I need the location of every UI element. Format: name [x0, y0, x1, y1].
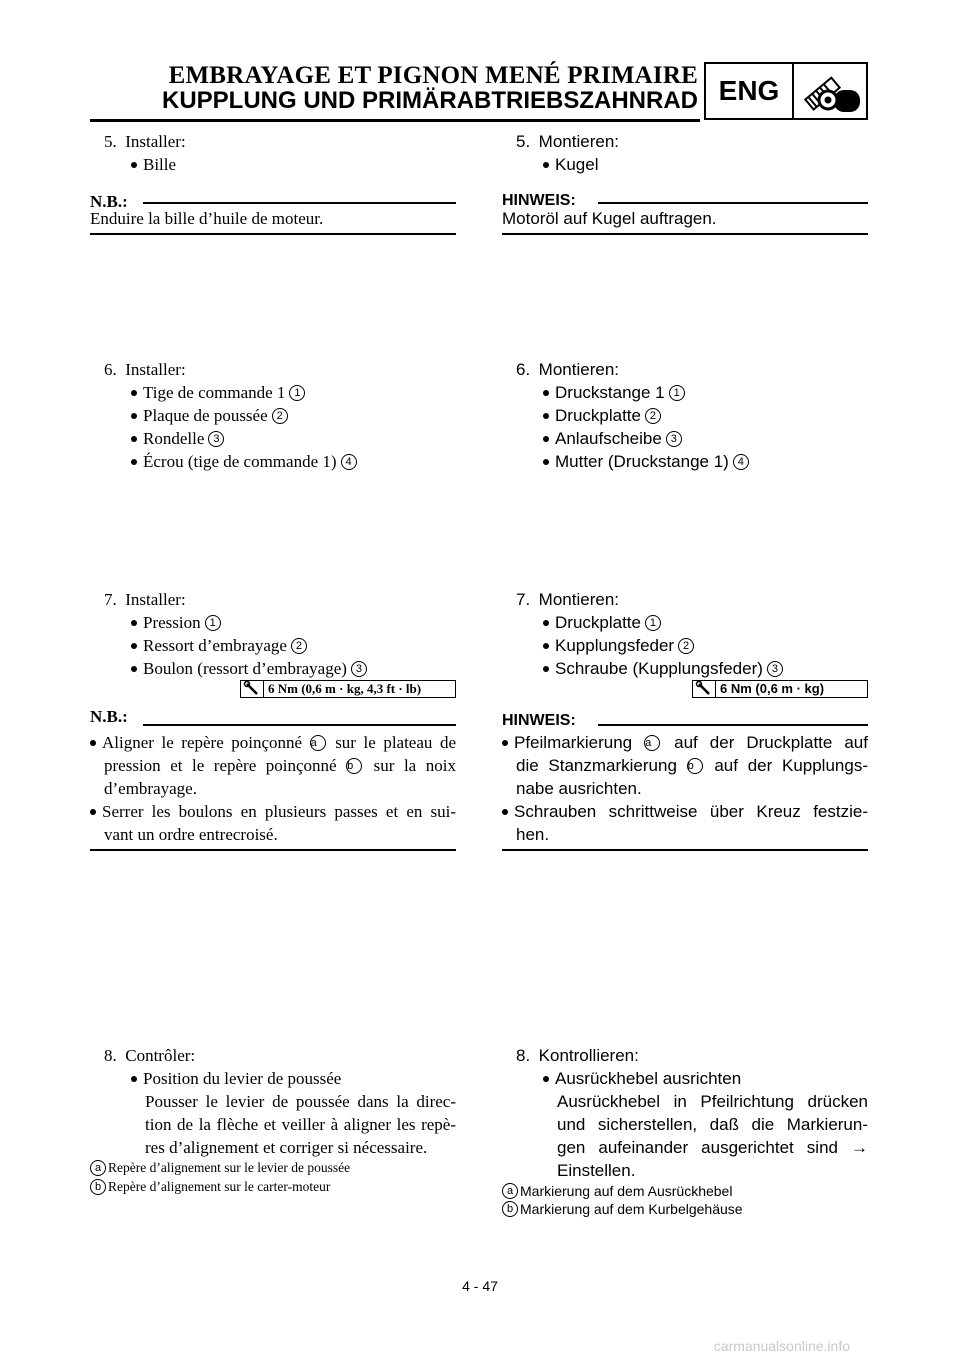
de-note1-text: Motoröl auf Kugel auftragen. [502, 209, 717, 228]
de-note1-rule [598, 202, 868, 204]
de-note2-label: HINWEIS: [502, 712, 576, 729]
de-step5-title: 5. Montieren: [516, 132, 619, 151]
de-step6-item-2: Druckplatte 2 [543, 404, 661, 427]
fr-torque-value: 6 Nm (0,6 m · kg, 4,3 ft · lb) [268, 681, 422, 696]
de-note1-label: HINWEIS: [502, 192, 576, 209]
fr-note1-rule [143, 202, 456, 204]
de-step7-item-2: Kupplungsfeder 2 [543, 634, 694, 657]
de-step8-line4: Einstellen. [557, 1161, 636, 1180]
header-rule [90, 119, 700, 122]
section-tab [704, 62, 868, 120]
fr-note2-rule [143, 724, 456, 726]
fr-step6-item-1: Tige de commande 1 1 [131, 381, 305, 404]
de-note2-bullet1-line3: nabe ausrichten. [516, 779, 642, 798]
de-step8-line3: gen aufeinander ausgerichtet sind → [557, 1138, 868, 1157]
fr-legend-a: a Repère d’alignement sur le levier de poussée [90, 1159, 350, 1177]
wrench-icon [693, 681, 716, 697]
fr-note2-bullet1-line1: Aligner le repère poinçonné a sur le plateau de [90, 731, 456, 754]
fr-note2-end-rule [90, 849, 456, 851]
de-step6-title: 6. Montieren: [516, 360, 619, 379]
section-tab-label: ENG [706, 64, 794, 118]
de-step8-line1: Ausrückhebel in Pfeilrichtung drücken [557, 1092, 868, 1111]
fr-note2-bullet1-line2: pression et le repère poinçonné b sur la noix [104, 756, 456, 775]
fr-step8-item: Position du levier de poussée [131, 1067, 341, 1090]
fr-step5-title: 5. Installer: [104, 132, 186, 151]
de-torque-value: 6 Nm (0,6 m · kg) [720, 681, 825, 696]
de-note2-bullet2-line2: hen. [516, 825, 550, 844]
fr-step7-item-3: Boulon (ressort d’embrayage) 3 [131, 657, 367, 680]
de-note2-bullet1-line1: Pfeilmarkierung a auf der Druckplatte auf [502, 731, 868, 754]
fr-step8-line2: tion de la flèche et veiller à aligner les repè- [145, 1115, 456, 1134]
de-step6-item-3: Anlaufscheibe 3 [543, 427, 682, 450]
fr-note2-label: N.B.: [90, 707, 128, 726]
fr-step7-title: 7. Installer: [104, 590, 186, 609]
de-note2-bullet2-line1: Schrauben schrittweise über Kreuz festzie- [502, 800, 868, 823]
de-step8-item: Ausrückhebel ausrichten [543, 1067, 741, 1090]
fr-step6-title: 6. Installer: [104, 360, 186, 379]
de-step7-title: 7. Montieren: [516, 590, 619, 609]
de-step6-item-4: Mutter (Druckstange 1) 4 [543, 450, 749, 473]
arrow-icon: → [851, 1138, 868, 1157]
fr-step5-item: Bille [131, 153, 176, 176]
de-step8-title: 8. Kontrollieren: [516, 1046, 639, 1065]
fr-step7-item-2: Ressort d’embrayage 2 [131, 634, 307, 657]
fr-note1-end-rule [90, 233, 456, 235]
de-note2-rule [598, 724, 868, 726]
engine-icon [796, 66, 866, 116]
page-number: 4 - 47 [462, 1278, 498, 1294]
de-note2-end-rule [502, 849, 868, 851]
watermark-footer: carmanualsonline.info [713, 1338, 850, 1354]
fr-note1-label: N.B.: [90, 192, 128, 211]
de-step7-item-1: Druckplatte 1 [543, 611, 661, 634]
de-step7-item-3: Schraube (Kupplungsfeder) 3 [543, 657, 783, 680]
de-note2-bullet1-line2: die Stanzmarkierung b auf der Kupplungs- [516, 756, 868, 775]
page-title-de: KUPPLUNG UND PRIMÄRABTRIEBSZAHNRAD [162, 87, 698, 114]
fr-legend-b: b Repère d’alignement sur le carter-moteur [90, 1178, 330, 1196]
fr-note2-bullet2-line2: vant un ordre entrecroisé. [104, 825, 278, 844]
fr-step6-item-4: Écrou (tige de commande 1) 4 [131, 450, 357, 473]
fr-step6-item-3: Rondelle 3 [131, 427, 224, 450]
bullet-icon [131, 162, 137, 168]
fr-step8-title: 8. Contrôler: [104, 1046, 196, 1065]
fr-step7-item-1: Pression 1 [131, 611, 221, 634]
de-step5-item: Kugel [543, 153, 598, 176]
fr-step6-item-2: Plaque de poussée 2 [131, 404, 288, 427]
de-legend-b: b Markierung auf dem Kurbelgehäuse [502, 1200, 743, 1218]
de-step6-item-1: Druckstange 1 1 [543, 381, 685, 404]
page-title-fr: EMBRAYAGE ET PIGNON MENÉ PRIMAIRE [168, 62, 698, 89]
fr-note1-text: Enduire la bille d’huile de moteur. [90, 209, 324, 228]
de-note1-end-rule [502, 233, 868, 235]
fr-step8-line1: Pousser le levier de poussée dans la direc- [145, 1092, 456, 1111]
fr-torque-box [240, 680, 456, 698]
de-legend-a: a Markierung auf dem Ausrückhebel [502, 1182, 732, 1200]
de-torque-box [692, 680, 868, 698]
fr-step8-line3: res d’alignement et corriger si nécessaire. [145, 1138, 428, 1157]
fr-note2-bullet2-line1: Serrer les boulons en plusieurs passes et en sui- [90, 800, 456, 823]
wrench-icon [241, 681, 264, 697]
fr-note2-bullet1-line3: d’embrayage. [104, 779, 197, 798]
de-step8-line2: und sicherstellen, daß die Markierun- [557, 1115, 868, 1134]
